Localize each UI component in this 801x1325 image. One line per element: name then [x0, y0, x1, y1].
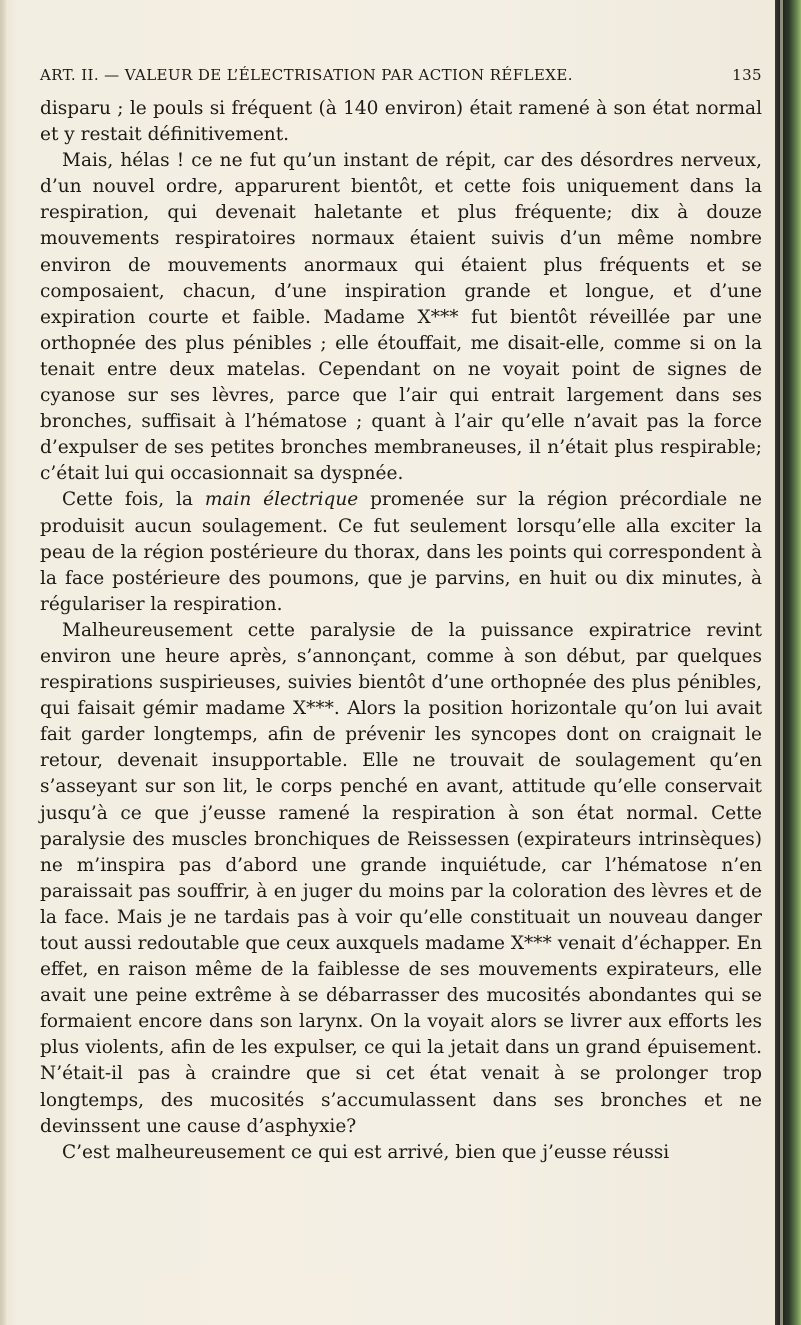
- page-right-edge: [775, 0, 801, 1325]
- paragraph-3: [40, 487, 762, 617]
- page-header: [40, 66, 762, 90]
- edge-strip: [780, 0, 783, 1325]
- paragraph-3-start: Cette fois, la: [62, 489, 205, 511]
- paragraph-3-rest: promenée sur la région précordiale ne produisit aucun soulagement. Ce fut seulement lorsqu’elle alla exciter la peau de la région postérieure du thorax, dans les points qui correspondent à la face postérieure des poumons, que je parvins, en huit ou dix minutes, à régulariser la respiration.: [40, 489, 762, 615]
- running-title: ART. II. — VALEUR DE L’ÉLECTRISATION PAR ACTION RÉFLEXE.: [40, 66, 573, 84]
- paragraph-1: disparu ; le pouls si fréquent (à 140 environ) était ramené à son état normal et y restait définitivement.: [40, 98, 762, 146]
- paragraph-4: Malheureusement cette paralysie de la puissance expiratrice revint environ une heure après, s’annonçant, comme à son début, par quelques respirations suspirieuses, suivies bientôt d’une orthopnée des plus pénibles, qui faisait gémir madame X***. Alors la position horizontale qu’on lui avait fait garder longtemps, afin de prévenir les syncopes dont on craignait le retour, devenait insupportable. Elle ne trouvait de soulagement qu’en s’asseyant sur son lit, le corps penché en avant, attitude qu’elle conservait jusqu’à ce que j’eusse ramené la respiration à son état normal. Cette paralysie des muscles bronchiques de Reissessen (expirateurs intrinsèques) ne m’inspira pas d’abord une grande inquiétude, car l’hématose n’en paraissait pas souffrir, à en juger du moins par la coloration des lèvres et de la face. Mais je ne tardais pas à voir qu’elle constituait un nouveau danger tout aussi redoutable que ceux auxquels madame X*** venait d’échapper. En effet, en raison même de la faiblesse de ses mouvements expirateurs, elle avait une peine extrême à se débarrasser des mucosités abondantes qui se formaient encore dans son larynx. On la voyait alors se livrer aux efforts les plus violents, afin de les expulser, ce qui la jetait dans un grand épuisement. N’était-il pas à craindre que si cet état venait à se prolonger trop longtemps, des mucosités s’accumulassent dans ses bronches et ne devinssent une cause d’asphyxie?: [40, 619, 762, 1137]
- page-number: 135: [732, 66, 762, 84]
- body-text: [40, 96, 762, 1166]
- italic-term: main électrique: [204, 489, 359, 511]
- page-left-edge: [0, 0, 6, 1325]
- paragraph-2: Mais, hélas ! ce ne fut qu’un instant de répit, car des désordres nerveux, d’un nouvel ordre, apparurent bientôt, et cette fois uniquement dans la respiration, qui devenait haletante et plus fréquente; dix à douze mouvements respiratoires normaux étaient suivis d’un même nombre environ de mouvements anormaux qui étaient plus fréquents et se composaient, chacun, d’une inspiration grande et longue, et d’une expiration courte et faible. Madame X*** fut bientôt réveillée par une orthopnée des plus pénibles ; elle étouffait, me disait-elle, comme si on la tenait entre deux matelas. Cependant on ne voyait point de signes de cyanose sur ses lèvres, parce que l’air qui entrait largement dans ses bronches, suffisait à l’hématose ; quant à l’air qu’elle n’avait pas la force d’expulser de ses petites bronches membraneuses, il n’était plus respirable; c’était lui qui occasionnait sa dyspnée.: [40, 150, 762, 485]
- paragraph-5: C’est malheureusement ce qui est arrivé, bien que j’eusse réussi: [62, 1141, 670, 1163]
